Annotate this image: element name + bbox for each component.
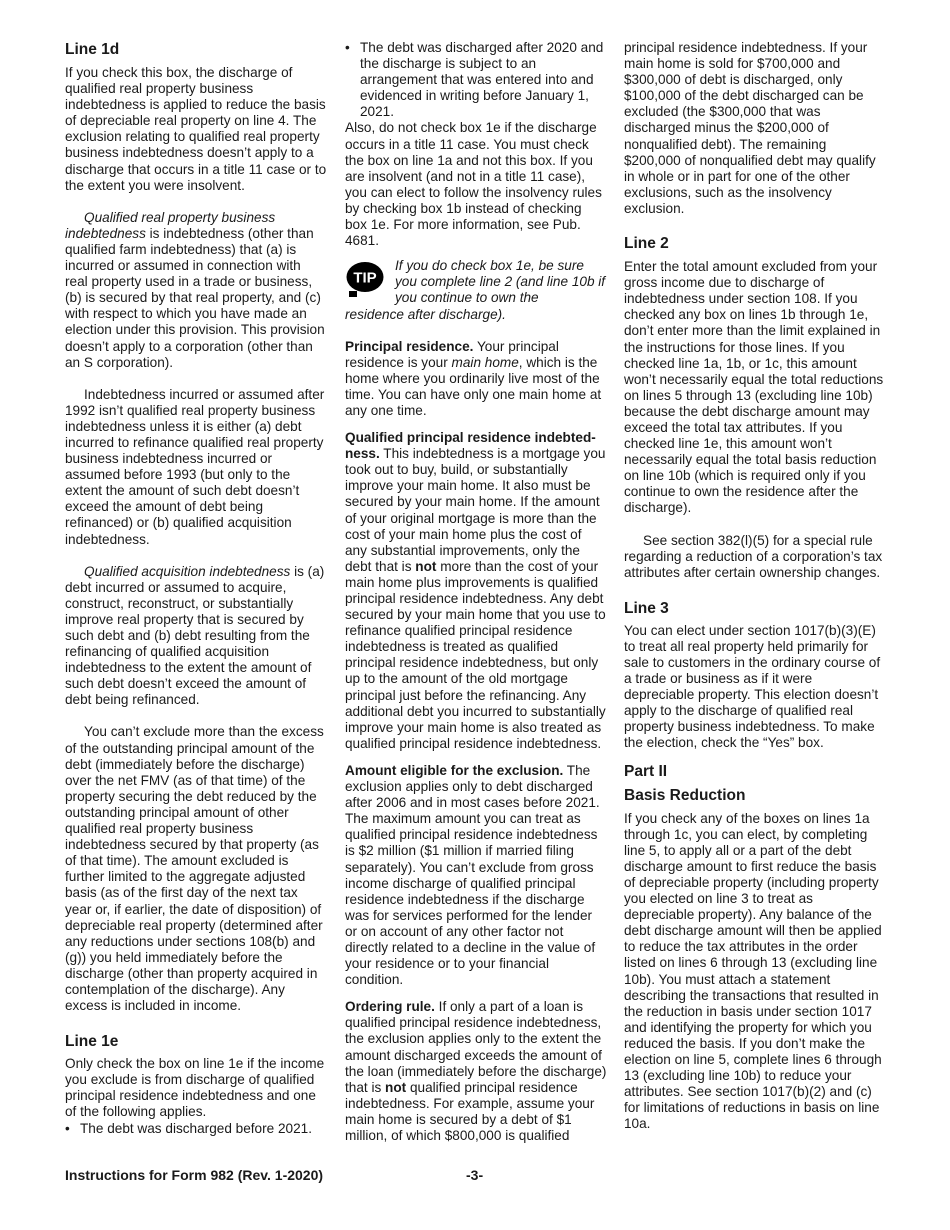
tip-label: TIP	[353, 269, 377, 287]
line-2-heading: Line 2	[624, 235, 669, 253]
line-1e-bullet-1-text: The debt was discharged before 2021.	[80, 1120, 313, 1136]
qualified-real-property-term: Qualified real property business indebtedness	[65, 209, 276, 241]
bullet-dot: •	[345, 40, 350, 55]
line-1e-bullet-1	[65, 1121, 327, 1137]
column-left	[65, 40, 327, 1137]
qualified-principal-residence-paragraph	[345, 430, 607, 752]
tip-box	[345, 258, 607, 322]
line-1d-paragraph-1: If you check this box, the discharge of qualified real property business indebtedness is applied to reduce the basis of depreciable real property on line 4. The exclusion relating to qualified real property business indebtedness doesn’t apply to a discharge that occurs in a title 11 case or to the extent you were insolvent.	[65, 65, 327, 193]
principal-residence-text-2: , which is the home where you ordinarily live most of the time. You can have only one main home at any one time.	[345, 354, 602, 418]
line-1e-bullet-2	[345, 40, 607, 120]
principal-residence-text-1: Your principal residence is your	[345, 338, 559, 370]
line-1d-heading: Line 1d	[65, 41, 120, 58]
tip-text-line-2: residence after discharge).	[345, 306, 506, 322]
line-1d-paragraph-4-text: is (a) debt incurred or assumed to acquire, construct, reconstruct, or substantially improve real property that is secured by such debt and (b) debt resulting from the refinancing of qualified acquisition indebtedness to the extent the amount of such debt doesn’t exceed the amount of debt being refinanced.	[65, 563, 325, 708]
part-ii-heading: Part II	[624, 762, 668, 780]
column-right	[624, 40, 886, 1132]
line-1e-heading: Line 1e	[65, 1033, 119, 1051]
line-1e-bullet-2-text: The debt was discharged after 2020 and the discharge is subject to an arrangement that was entered into and evidenced in writing before January 1, 2021.	[360, 40, 604, 120]
qualified-principal-residence-run-in: Qualified principal residence indebted-ness.	[345, 430, 596, 462]
ordering-rule-run-in: Ordering rule.	[345, 999, 435, 1015]
qualified-acquisition-term: Qualified acquisition indebtedness	[84, 563, 291, 579]
footer-form-title: Instructions for Form 982 (Rev. 1-2020)	[65, 1167, 324, 1183]
amount-eligible-text: The exclusion applies only to debt discharged after 2006 and in most cases before 2021. The maximum amount you can treat as qualified principal residence indebtedness is $2 million ($1 million if married filing separately). You can’t exclude from gross income discharge of qualified principal residence indebtedness if the discharge was for services performed for the lender or on account of any other factor not directly related to a decline in the value of your residence or to your financial condition.	[345, 762, 600, 988]
line-1d-paragraph-5: You can’t exclude more than the excess of the outstanding principal amount of the debt (immediately before the discharge) over the net FMV (as of that time) of the property securing the debt reduced by the outstanding principal amount of other qualified real property business indebtedness secured by that property (as of that time). The amount excluded is further limited to the aggregate adjusted basis (as of the first day of the next tax year or, if earlier, the date of disposition) of depreciable real property (determined after any reductions under sections 108(b) and (g)) you held immediately before the discharge (other than property acquired in contemplation of the discharge). Any excess is included in income.	[65, 724, 324, 1014]
qpri-not-emphasis: not	[415, 558, 437, 574]
ordering-rule-paragraph	[345, 999, 607, 1144]
tip-text-line-1: If you do check box 1e, be sure you complete line 2 (and line 10b if you continue to own the	[395, 258, 606, 306]
qpri-text-2: more than the cost of your main home plus improvements is qualified principal residence indebtedness. Any debt secured by your main home that you use to refinance qualified principal residence indebtedness is treated as qualified principal residence indebtedness, but only up to the amount of the old mortgage principal just before the refinancing. Any additional debt you incurred to substantially improve your main home is also treated as qualified principal residence indebtedness.	[345, 558, 606, 751]
line-2-paragraph-1: Enter the total amount excluded from your gross income due to discharge of indebtedness under section 108. If you checked any box on lines 1b through 1e, don’t enter more than the limit explained in the instructions for those lines. If you checked line 1a, 1b, or 1c, this amount won’t necessarily equal the total reductions on lines 5 through 13 (excluding line 10b) because the debt discharge amount may exceed the total tax attributes. If you checked line 1e, this amount won’t necessarily equal the total basis reduction on line 10b (which is required only if you continue to own the residence after the discharge).	[624, 259, 884, 516]
ordering-rule-not-emphasis: not	[385, 1079, 407, 1095]
bullet-dot: •	[65, 1120, 70, 1136]
basis-reduction-paragraph: If you check any of the boxes on lines 1a through 1c, you can elect, by completing line 5, to apply all or a part of the debt discharge amount to first reduce the basis of depreciable property (including property you elected on line 3 to treat as depreciable property). Any balance of the debt discharge amount will then be applied to reduce the tax attributes in the order listed on lines 6 through 13 (excluding line 10b). You must attach a statement describing the transactions that resulted in the reduction in basis under section 1017 and identifying the property for which you reduced the basis. If you don’t make the election on line 5, complete lines 6 through 13 (excluding line 10b) to reduce your attributes. See section 1017(b)(2) and (c) for limitations of reductions in basis on line 10a.	[624, 810, 882, 1132]
line-2-paragraph-2: See section 382(l)(5) for a special rule regarding a reduction of a corporation’s tax attributes after certain ownership changes.	[624, 532, 883, 580]
line-1d-paragraph-4	[65, 564, 327, 709]
also-paragraph: Also, do not check box 1e if the discharge occurs in a title 11 case. You must check the box on line 1a and not this box. If you are insolvent (and not in a title 11 case), you can elect to follow the insolvency rules by checking box 1b instead of checking box 1e. For more information, see Pub. 4681.	[345, 120, 602, 249]
principal-residence-run-in: Principal residence.	[345, 338, 474, 354]
line-1e-paragraph-1: Only check the box on line 1e if the income you exclude is from discharge of qualified principal residence indebtedness and one of the following applies.	[65, 1056, 325, 1120]
line-1d-paragraph-2-text: is indebtedness (other than qualified farm indebtedness) that (a) is incurred or assumed in connection with real property used in a trade or business, (b) is secured by that real property, and (c) with respect to which you have made an election under this provision. This provision doesn’t apply to a corporation (other than an S corporation).	[65, 225, 325, 370]
column-middle	[345, 40, 607, 1144]
ordering-rule-text-1: If only a part of a loan is qualified principal residence indebtedness, the exclusion applies only to the extent the amount discharged exceeds the amount of the loan (immediately before the discharge) that is	[345, 999, 607, 1095]
line-3-heading: Line 3	[624, 599, 669, 617]
tip-icon	[345, 259, 385, 298]
line-3-paragraph-1: You can elect under section 1017(b)(3)(E) to treat all real property held primarily for sale to customers in the ordinary course of a trade or business as if it were depreciable property. This election doesn’t apply to the discharge of qualified real property business indebtedness. To make the election, check the “Yes” box.	[624, 622, 881, 751]
qpri-text-1: This indebtedness is a mortgage you took out to buy, build, or substantially improve your main home. It also must be secured by your main home. If the amount of your original mortgage is more than the cost of your main home plus the cost of any substantial improvements, only the debt that is	[345, 446, 606, 574]
ordering-rule-text-2: qualified principal residence indebtedness. For example, assume your main home is secured by a debt of $1 million, of which $800,000 is qualified	[345, 1079, 595, 1143]
line-1d-paragraph-3: Indebtedness incurred or assumed after 1992 isn’t qualified real property business indebtedness unless it is either (a) debt incurred to refinance qualified real property business indebtedness incurred or assumed before 1993 (but only to the extent the amount of such debt doesn’t exceed the amount of debt being refinanced) or (b) qualified acquisition indebtedness.	[65, 386, 325, 547]
amount-eligible-run-in: Amount eligible for the exclusion.	[345, 762, 564, 778]
line-1d-paragraph-2	[65, 210, 327, 371]
amount-eligible-paragraph	[345, 763, 607, 988]
continued-paragraph: principal residence indebtedness. If your main home is sold for $700,000 and $300,000 of debt is discharged, only $100,000 of the debt discharged can be excluded (the $300,000 that was discharged minus the $200,000 of nonqualified debt). The remaining $200,000 of nonqualified debt may qualify in whole or in part for one of the other exclusions, such as the insolvency exclusion.	[624, 40, 876, 216]
main-home-term: main home	[451, 354, 519, 370]
principal-residence-paragraph	[345, 339, 607, 419]
footer-page-number: -3-	[466, 1167, 484, 1183]
basis-reduction-heading: Basis Reduction	[624, 786, 746, 804]
